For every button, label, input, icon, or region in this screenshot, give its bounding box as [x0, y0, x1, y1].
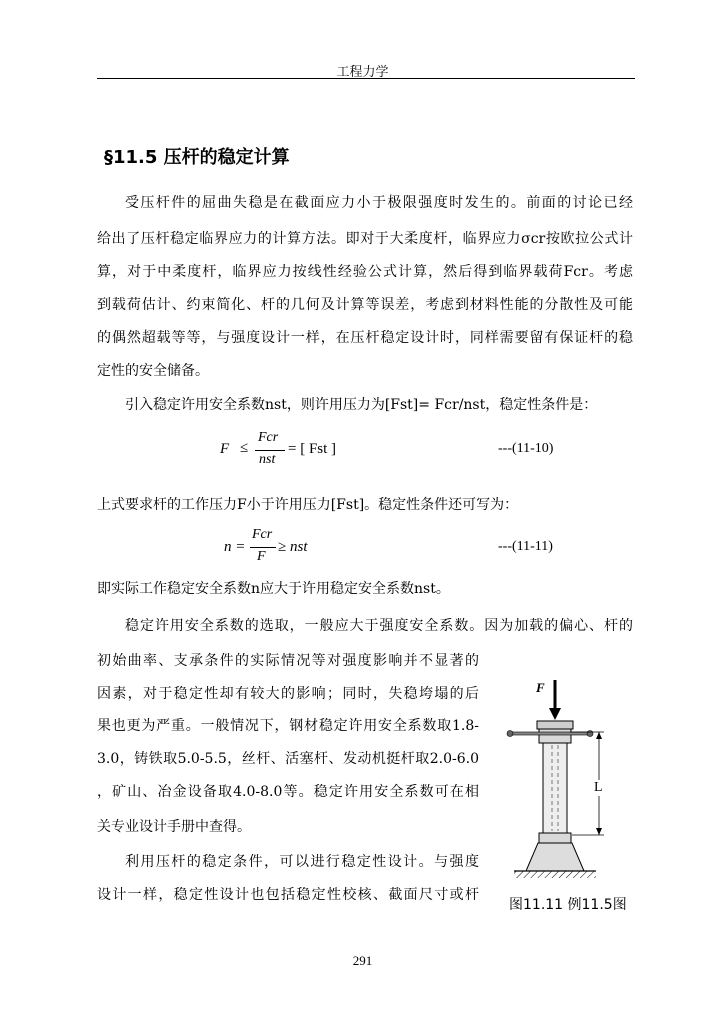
base-block: [526, 843, 584, 871]
page-number: 291: [352, 953, 373, 968]
handle-knob-right: [587, 731, 593, 737]
paragraph-line: 关专业设计手册中查得。: [97, 819, 251, 835]
equation-number: ---(11-10): [498, 441, 554, 456]
paragraph-line: 3.0，铸铁取5.0-5.5，丝杆、活塞杆、发动机挺杆取2.0-6.0: [97, 751, 479, 767]
bottom-collar: [539, 833, 571, 843]
eq2-numerator: Fcr: [252, 527, 273, 542]
paragraph-line: 因素，对于稳定性却有较大的影响；同时，失稳垮塌的后: [97, 686, 479, 702]
ground-hatching: [514, 871, 596, 878]
paragraph-line: 即实际工作稳定安全系数n应大于许用稳定安全系数nst。: [97, 581, 450, 597]
length-label: L: [594, 780, 603, 795]
dimension-arrowhead: [596, 828, 602, 835]
header-rule: [97, 78, 635, 79]
column-diagram: [500, 675, 640, 890]
paragraph-line: 给出了压杆稳定临界应力的计算方法。即对于大柔度杆，临界应力σcr按欧拉公式计: [97, 231, 633, 247]
fraction-bar: [255, 450, 285, 451]
eq2-rhs: ≥ nst: [278, 539, 308, 555]
paragraph-line: 设计一样，稳定性设计也包括稳定性校核、截面尺寸或杆: [97, 887, 479, 903]
eq1-relation: ≤: [240, 440, 249, 456]
paragraph-line: 稳定许用安全系数的选取，一般应大于强度安全系数。因为加载的偏心、杆的: [125, 618, 633, 634]
figure-caption: 图11.11 例11.5图: [509, 897, 627, 913]
eq1-denominator: nst: [259, 452, 276, 467]
eq2-denominator: F: [257, 549, 266, 564]
paragraph-line: 的偶然超载等等，与强度设计一样，在压杆稳定设计时，同样需要留有保证杆的稳: [97, 330, 633, 346]
section-title: §11.5 压杆的稳定计算: [104, 147, 290, 168]
paragraph-line: ，矿山、冶金设备取4.0-8.0等。稳定许用安全系数可在相: [97, 784, 479, 800]
column-shaft: [543, 743, 567, 833]
force-arrowhead: [549, 708, 561, 720]
handle-knob-left: [507, 731, 513, 737]
handle-bar: [508, 732, 590, 735]
eq1-numerator: Fcr: [258, 430, 279, 445]
fraction-bar: [250, 547, 276, 548]
eq1-rhs: = [ Fst ]: [288, 441, 337, 457]
dimension-arrowhead: [596, 732, 602, 739]
top-collar: [539, 729, 571, 743]
paragraph-line: 到载荷估计、约束简化、杆的几何及计算等误差，考虑到材料性能的分散性及可能: [97, 297, 633, 313]
paragraph-line: 果也更为严重。一般情况下，钢材稳定许用安全系数取1.8-: [97, 718, 479, 734]
figure-11-11: [500, 675, 640, 890]
running-header: 工程力学: [336, 65, 389, 80]
paragraph-line: 上式要求杆的工作压力F小于许用压力[Fst]。稳定性条件还可写为：: [97, 497, 519, 513]
paragraph-line: 利用压杆的稳定条件，可以进行稳定性设计。与强度: [125, 854, 479, 870]
force-label: F: [536, 680, 545, 695]
eq1-lhs: F: [220, 441, 230, 457]
paragraph-line: 初始曲率、支承条件的实际情况等对强度影响并不显著的: [97, 653, 479, 669]
paragraph-line: 引入稳定许用安全系数nst，则许用压力为[Fst]= Fcr/nst，稳定性条件是：: [125, 397, 598, 413]
paragraph-line: 受压杆件的屈曲失稳是在截面应力小于极限强度时发生的。前面的讨论已经: [125, 195, 633, 211]
equation-number: ---(11-11): [498, 539, 553, 554]
eq2-lhs: n =: [224, 539, 246, 555]
paragraph-line: 算，对于中柔度杆，临界应力按线性经验公式计算，然后得到临界载荷Fcr。考虑: [97, 264, 633, 280]
top-cap: [537, 721, 573, 729]
paragraph-line: 定性的安全储备。: [97, 363, 209, 379]
